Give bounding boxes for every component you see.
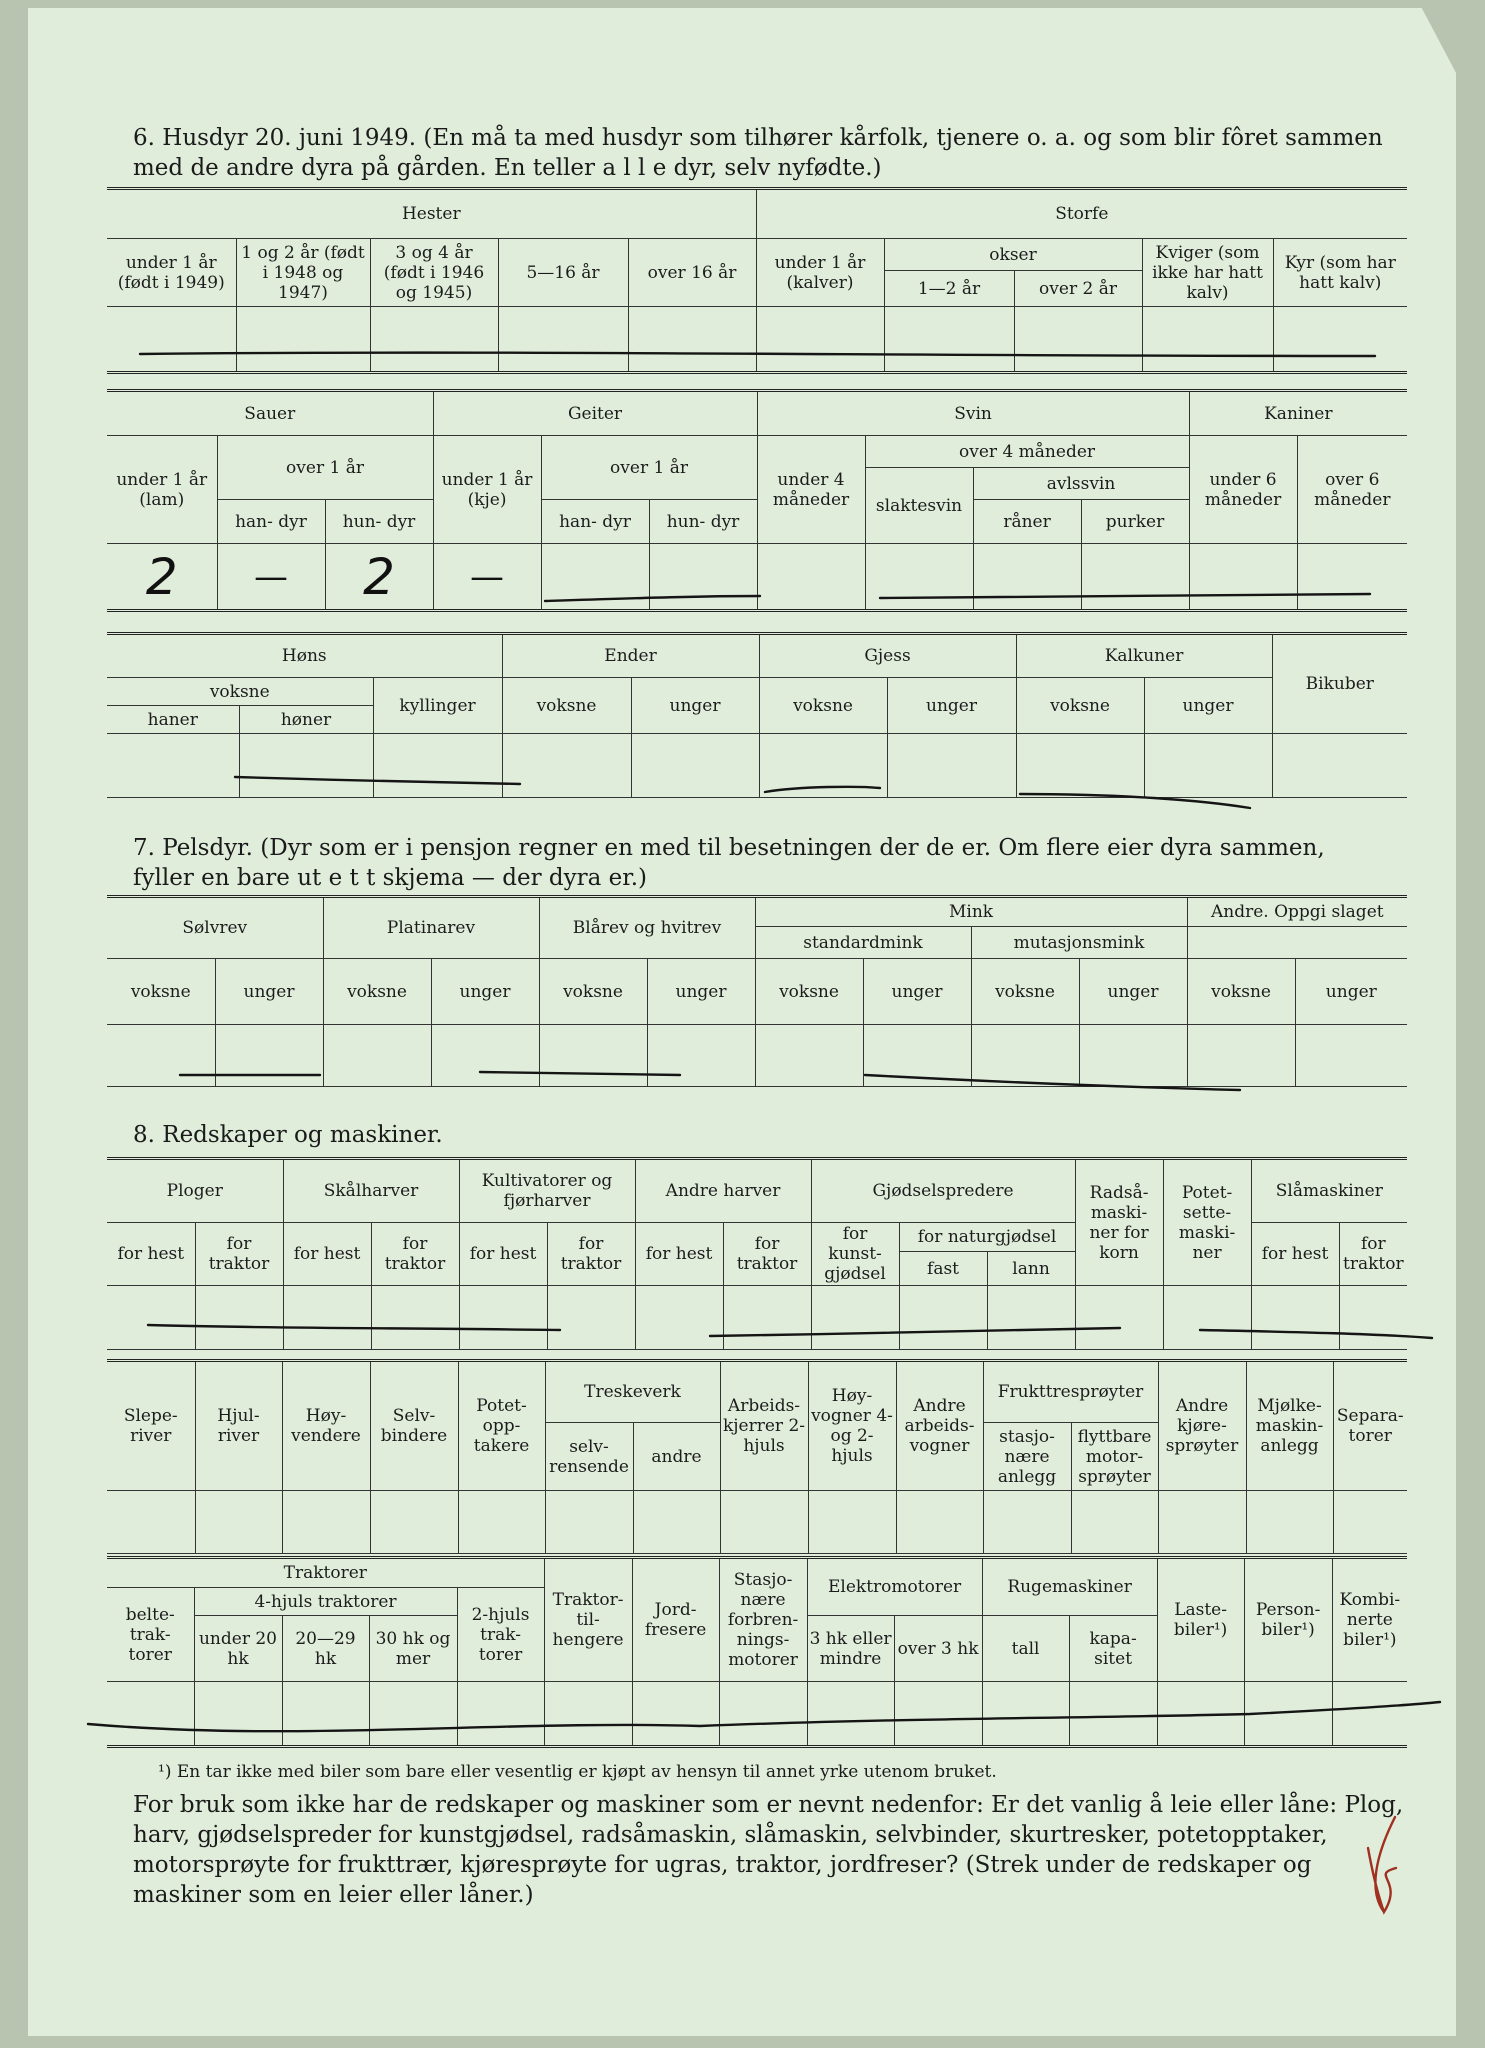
answer-cell[interactable] <box>370 1491 458 1554</box>
col-kultivatorer-traktor: for traktor <box>547 1223 635 1286</box>
col-standardmink: standardmink <box>755 927 971 959</box>
answer-cell[interactable] <box>894 1682 982 1747</box>
col-mutasjonsmink-voksne: voksne <box>971 959 1079 1025</box>
answer-cell[interactable] <box>539 1025 647 1087</box>
header-gjess: Gjess <box>759 634 1016 678</box>
section7-heading: 7. Pelsdyr. (Dyr som er i pensjon regner en med til besetningen der de er. Om flere eier dyra sammen, fyller en bare ut e t t skjema — der dyra er.) <box>133 835 1325 891</box>
answer-cell[interactable] <box>195 1286 283 1350</box>
col-frukt-flyttbare: flyttbare motor- sprøyter <box>1071 1423 1158 1491</box>
section8-heading: 8. Redskaper og maskiner. <box>133 1122 443 1148</box>
header-sleperiver: Slepe- river <box>107 1361 195 1491</box>
col-honer: høner <box>239 706 373 734</box>
header-mink: Mink <box>755 897 1187 927</box>
header-kalkuner: Kalkuner <box>1016 634 1272 678</box>
header-kaniner: Kaniner <box>1189 391 1407 436</box>
answer-cell[interactable] <box>107 1286 195 1350</box>
col-standardmink-voksne: voksne <box>755 959 863 1025</box>
col-haner: haner <box>107 706 239 734</box>
answer-cell[interactable] <box>899 1286 987 1350</box>
col-svin-over4: over 4 måneder <box>865 436 1189 468</box>
answer-cell[interactable] <box>1157 1682 1244 1747</box>
answer-cell[interactable] <box>194 1682 282 1747</box>
handwritten-dash: — <box>254 556 288 597</box>
header-andre-pelsdyr: Andre. Oppgi slaget <box>1187 897 1407 927</box>
tractors-engines-table <box>107 1556 1407 1748</box>
answer-cell[interactable] <box>107 734 239 798</box>
header-lastebiler: Laste- biler¹) <box>1157 1558 1244 1682</box>
col-treskeverk-andre: andre <box>633 1423 720 1491</box>
col-okser-1-2: 1—2 år <box>884 271 1014 307</box>
answer-cell[interactable] <box>502 734 631 798</box>
col-geiter-hundyr: hun- dyr <box>649 500 757 544</box>
col-gjodsel-lann: lann <box>987 1252 1075 1286</box>
header-blaarev: Blårev og hvitrev <box>539 897 755 959</box>
col-ender-unger: unger <box>631 678 759 734</box>
answer-cell[interactable] <box>547 1286 635 1350</box>
col-blaarev-unger: unger <box>647 959 755 1025</box>
col-30hk: 30 hk og mer <box>369 1616 457 1682</box>
implements-table-2 <box>107 1359 1407 1554</box>
answer-cell[interactable] <box>1339 1286 1407 1350</box>
col-storfe-under1: under 1 år (kalver) <box>756 239 884 307</box>
header-andre-kjoresproyter: Andre kjøre- sprøyter <box>1158 1361 1246 1491</box>
answer-cell[interactable] <box>1189 544 1297 611</box>
col-solvrev-unger: unger <box>215 959 323 1025</box>
answer-cell[interactable] <box>1144 734 1272 798</box>
answer-cell[interactable] <box>757 544 865 611</box>
col-hester-1og2: 1 og 2 år (født i 1948 og 1947) <box>236 239 370 307</box>
col-platinarev-unger: unger <box>431 959 539 1025</box>
answer-cell[interactable] <box>107 307 236 373</box>
answer-cell[interactable] <box>647 1025 755 1087</box>
fur-animals-table <box>107 895 1407 1087</box>
col-geiter-handyr: han- dyr <box>541 500 649 544</box>
col-slaamaskiner-traktor: for traktor <box>1339 1223 1407 1286</box>
col-andre-harver-traktor: for traktor <box>723 1223 811 1286</box>
col-20-29hk: 20—29 hk <box>282 1616 369 1682</box>
col-okser-over2: over 2 år <box>1014 271 1142 307</box>
col-under-20hk: under 20 hk <box>194 1616 282 1682</box>
answer-cell[interactable] <box>631 734 759 798</box>
answer-cell[interactable] <box>459 1286 547 1350</box>
answer-lam[interactable] <box>107 544 217 611</box>
closing-paragraph: For bruk som ikke har de redskaper og maskiner som er nevnt nedenfor: Er det vanlig å leie eller låne: Plog, harv, gjødselspreder for kunstgjødsel, radsåmaskin, slåmaskin, selvbinder, skurtresker, potetopptaker, motorsprøyte for frukttrær, kjøresprøyte for ugras, traktor, jordfreser? (Strek under de redskaper og maskiner som en leier eller låner.) <box>133 1792 1404 1908</box>
header-radsaamaskiner: Radså- maski- ner for korn <box>1075 1159 1163 1286</box>
header-hons: Høns <box>107 634 502 678</box>
answer-cell[interactable] <box>720 1491 808 1554</box>
col-kalkuner-voksne: voksne <box>1016 678 1144 734</box>
answer-cell[interactable] <box>1069 1682 1157 1747</box>
header-rugemaskiner: Rugemaskiner <box>982 1558 1157 1616</box>
col-beltetraktorer: belte- trak- torer <box>107 1588 194 1682</box>
answer-cell[interactable] <box>498 307 628 373</box>
answer-cell[interactable] <box>1016 734 1144 798</box>
col-lam: under 1 år (lam) <box>107 436 217 544</box>
header-traktortilhengere: Traktor- til- hengere <box>544 1558 632 1682</box>
header-hester: Hester <box>107 189 756 239</box>
answer-cell[interactable] <box>865 544 973 611</box>
answer-cell[interactable] <box>1333 1491 1407 1554</box>
answer-cell[interactable] <box>1142 307 1273 373</box>
answer-cell[interactable] <box>987 1286 1075 1350</box>
sheep-goats-pigs-rabbits-table <box>107 389 1407 612</box>
answer-cell[interactable] <box>1163 1286 1251 1350</box>
answer-cell[interactable] <box>1297 544 1407 611</box>
header-kombinerte-biler: Kombi- nerte biler¹) <box>1332 1558 1407 1682</box>
answer-cell[interactable] <box>1246 1491 1333 1554</box>
col-blaarev-voksne: voksne <box>539 959 647 1025</box>
header-bikuber: Bikuber <box>1272 634 1407 734</box>
col-kje: under 1 år (kje) <box>433 436 541 544</box>
col-kalkuner-unger: unger <box>1144 678 1272 734</box>
col-svin-under4: under 4 måneder <box>757 436 865 544</box>
col-treskeverk-selvrensende: selv- rensende <box>545 1423 633 1491</box>
col-ruge-kapasitet: kapa- sitet <box>1069 1616 1157 1682</box>
answer-cell[interactable] <box>283 1286 371 1350</box>
answer-cell[interactable] <box>1295 1025 1407 1087</box>
col-el-3hk: 3 hk eller mindre <box>807 1616 894 1682</box>
answer-cell[interactable] <box>1079 1025 1187 1087</box>
answer-cell[interactable] <box>369 1682 457 1747</box>
col-kyr: Kyr (som har hatt kalv) <box>1273 239 1407 307</box>
answer-cell[interactable] <box>458 1491 545 1554</box>
answer-cell[interactable] <box>756 307 884 373</box>
header-skaalharver: Skålharver <box>283 1159 459 1223</box>
header-forbrenningsmotorer: Stasjo- nære forbren- nings- motorer <box>719 1558 807 1682</box>
header-ender: Ender <box>502 634 759 678</box>
col-gjodsel-kunst: for kunst- gjødsel <box>811 1223 899 1286</box>
answer-cell[interactable] <box>107 1025 215 1087</box>
col-kaniner-under6: under 6 måneder <box>1189 436 1297 544</box>
col-slaktesvin: slaktesvin <box>865 468 973 544</box>
header-potetsettemaskiner: Potet- sette- maski- ner <box>1163 1159 1251 1286</box>
answer-cell[interactable] <box>973 544 1081 611</box>
answer-cell[interactable] <box>863 1025 971 1087</box>
col-kyllinger: kyllinger <box>373 678 502 734</box>
answer-cell[interactable] <box>628 307 756 373</box>
answer-cell[interactable] <box>1071 1491 1158 1554</box>
header-sauer: Sauer <box>107 391 433 436</box>
answer-cell[interactable] <box>649 544 757 611</box>
answer-cell[interactable] <box>1332 1682 1407 1747</box>
answer-cell[interactable] <box>239 734 373 798</box>
col-gjess-voksne: voksne <box>759 678 887 734</box>
header-ploger: Ploger <box>107 1159 283 1223</box>
col-ender-voksne: voksne <box>502 678 631 734</box>
answer-cell[interactable] <box>635 1286 723 1350</box>
header-frukttresproyter: Frukttresprøyter <box>983 1361 1158 1423</box>
answer-cell[interactable] <box>107 1491 195 1554</box>
answer-cell[interactable] <box>759 734 887 798</box>
handwritten-2: 2 <box>363 547 395 606</box>
col-ploger-hest: for hest <box>107 1223 195 1286</box>
col-hester-5-16: 5—16 år <box>498 239 628 307</box>
col-skaalharver-traktor: for traktor <box>371 1223 459 1286</box>
col-gjodsel-fast: fast <box>899 1252 987 1286</box>
header-gjodselspredere: Gjødselspredere <box>811 1159 1075 1223</box>
answer-cell[interactable] <box>215 1025 323 1087</box>
answer-cell[interactable] <box>723 1286 811 1350</box>
col-hester-over16: over 16 år <box>628 239 756 307</box>
col-raaner: råner <box>973 500 1081 544</box>
header-andre-harver: Andre harver <box>635 1159 811 1223</box>
answer-cell[interactable] <box>1273 307 1407 373</box>
col-ploger-traktor: for traktor <box>195 1223 283 1286</box>
header-hoyvendere: Høy- vendere <box>282 1361 370 1491</box>
handwritten-dash: — <box>470 556 505 597</box>
answer-cell[interactable] <box>983 1491 1071 1554</box>
col-sauer-handyr: han- dyr <box>217 500 325 544</box>
answer-cell[interactable] <box>1272 734 1407 798</box>
answer-cell[interactable] <box>1244 1682 1332 1747</box>
header-potetopptakere: Potet- opp- takere <box>458 1361 545 1491</box>
handwritten-2: 2 <box>145 547 178 606</box>
header-arbeidskjerrer: Arbeids- kjerrer 2-hjuls <box>720 1361 808 1491</box>
col-gjess-unger: unger <box>887 678 1016 734</box>
answer-cell[interactable] <box>544 1682 632 1747</box>
header-hjulriver: Hjul- river <box>195 1361 282 1491</box>
col-okser: okser <box>884 239 1142 271</box>
col-skaalharver-hest: for hest <box>283 1223 371 1286</box>
answer-cell[interactable] <box>371 1286 459 1350</box>
answer-cell[interactable] <box>896 1491 983 1554</box>
header-slaamaskiner: Slåmaskiner <box>1251 1159 1407 1223</box>
col-geiter-over1: over 1 år <box>541 436 757 500</box>
answer-cell[interactable] <box>1014 307 1142 373</box>
answer-cell[interactable] <box>884 307 1014 373</box>
header-svin: Svin <box>757 391 1189 436</box>
answer-cell[interactable] <box>195 1491 282 1554</box>
col-kultivatorer-hest: for hest <box>459 1223 547 1286</box>
answer-sauer-handyr[interactable] <box>217 544 325 611</box>
header-separatorer: Separa- torer <box>1333 1361 1407 1491</box>
header-kultivatorer: Kultivatorer og fjørharver <box>459 1159 635 1223</box>
footnote: ¹) En tar ikke med biler som bare eller vesentlig er kjøpt av hensyn til annet yrke utenom bruket. <box>158 1762 997 1782</box>
header-traktorer: Traktorer <box>107 1558 544 1588</box>
col-hons-voksne: voksne <box>107 678 373 706</box>
answer-cell[interactable] <box>719 1682 807 1747</box>
answer-cell[interactable] <box>633 1491 720 1554</box>
header-hoyvogner: Høy- vogner 4- og 2- hjuls <box>808 1361 896 1491</box>
col-ruge-tall: tall <box>982 1616 1069 1682</box>
header-jordfresere: Jord- fresere <box>632 1558 719 1682</box>
col-andre-harver-hest: for hest <box>635 1223 723 1286</box>
col-4-hjuls-traktorer: 4-hjuls traktorer <box>194 1588 457 1616</box>
answer-sauer-hundyr[interactable] <box>325 544 433 611</box>
answer-cell[interactable] <box>282 1491 370 1554</box>
col-hester-3og4: 3 og 4 år (født i 1946 og 1945) <box>370 239 498 307</box>
col-sauer-over1: over 1 år <box>217 436 433 500</box>
header-treskeverk: Treskeverk <box>545 1361 720 1423</box>
andre-slag-field[interactable] <box>1187 927 1407 959</box>
answer-cell[interactable] <box>541 544 649 611</box>
answer-cell[interactable] <box>545 1491 633 1554</box>
answer-cell[interactable] <box>282 1682 369 1747</box>
answer-cell[interactable] <box>373 734 502 798</box>
col-hester-under1: under 1 år (født i 1949) <box>107 239 236 307</box>
answer-cell[interactable] <box>236 307 370 373</box>
col-frukt-stasjonaere: stasjo- nære anlegg <box>983 1423 1071 1491</box>
col-andre-voksne: voksne <box>1187 959 1295 1025</box>
implements-table-1 <box>107 1157 1407 1350</box>
header-platinarev: Platinarev <box>323 897 539 959</box>
section6-heading: 6. Husdyr 20. juni 1949. (En må ta med husdyr som tilhører kårfolk, tjenere o. a. og som blir fôret sammen med de andre dyra på gården. En teller a l l e dyr, selv nyfødte.) <box>133 125 1383 181</box>
answer-cell[interactable] <box>982 1682 1069 1747</box>
answer-kje[interactable] <box>433 544 541 611</box>
answer-cell[interactable] <box>1158 1491 1246 1554</box>
col-purker: purker <box>1081 500 1189 544</box>
answer-cell[interactable] <box>323 1025 431 1087</box>
answer-cell[interactable] <box>811 1286 899 1350</box>
answer-cell[interactable] <box>1075 1286 1163 1350</box>
header-geiter: Geiter <box>433 391 757 436</box>
col-gjodsel-natur: for naturgjødsel <box>899 1223 1075 1252</box>
col-mutasjonsmink: mutasjonsmink <box>971 927 1187 959</box>
answer-cell[interactable] <box>808 1491 896 1554</box>
answer-cell[interactable] <box>1187 1025 1295 1087</box>
answer-cell[interactable] <box>370 307 498 373</box>
answer-cell[interactable] <box>887 734 1016 798</box>
col-standardmink-unger: unger <box>863 959 971 1025</box>
horses-cattle-table <box>107 187 1407 374</box>
col-el-over3hk: over 3 hk <box>894 1616 982 1682</box>
header-andre-arbeidsvogner: Andre arbeids- vogner <box>896 1361 983 1491</box>
header-elektromotorer: Elektromotorer <box>807 1558 982 1616</box>
header-selvbindere: Selv- bindere <box>370 1361 458 1491</box>
col-slaamaskiner-hest: for hest <box>1251 1223 1339 1286</box>
col-platinarev-voksne: voksne <box>323 959 431 1025</box>
answer-cell[interactable] <box>632 1682 719 1747</box>
col-2-hjuls-traktorer: 2-hjuls trak- torer <box>457 1588 544 1682</box>
header-storfe: Storfe <box>756 189 1407 239</box>
answer-cell[interactable] <box>755 1025 863 1087</box>
answer-cell[interactable] <box>971 1025 1079 1087</box>
header-personbiler: Person- biler¹) <box>1244 1558 1332 1682</box>
answer-cell[interactable] <box>431 1025 539 1087</box>
header-solvrev: Sølvrev <box>107 897 323 959</box>
col-mutasjonsmink-unger: unger <box>1079 959 1187 1025</box>
col-solvrev-voksne: voksne <box>107 959 215 1025</box>
answer-cell[interactable] <box>457 1682 544 1747</box>
answer-cell[interactable] <box>807 1682 894 1747</box>
col-avlssvin: avlssvin <box>973 468 1189 500</box>
poultry-table <box>107 632 1407 798</box>
col-andre-unger: unger <box>1295 959 1407 1025</box>
col-kviger: Kviger (som ikke har hatt kalv) <box>1142 239 1273 307</box>
col-kaniner-over6: over 6 måneder <box>1297 436 1407 544</box>
answer-cell[interactable] <box>107 1682 194 1747</box>
answer-cell[interactable] <box>1081 544 1189 611</box>
col-sauer-hundyr: hun- dyr <box>325 500 433 544</box>
header-mjolkemaskinanlegg: Mjølke- maskin- anlegg <box>1246 1361 1333 1491</box>
answer-cell[interactable] <box>1251 1286 1339 1350</box>
